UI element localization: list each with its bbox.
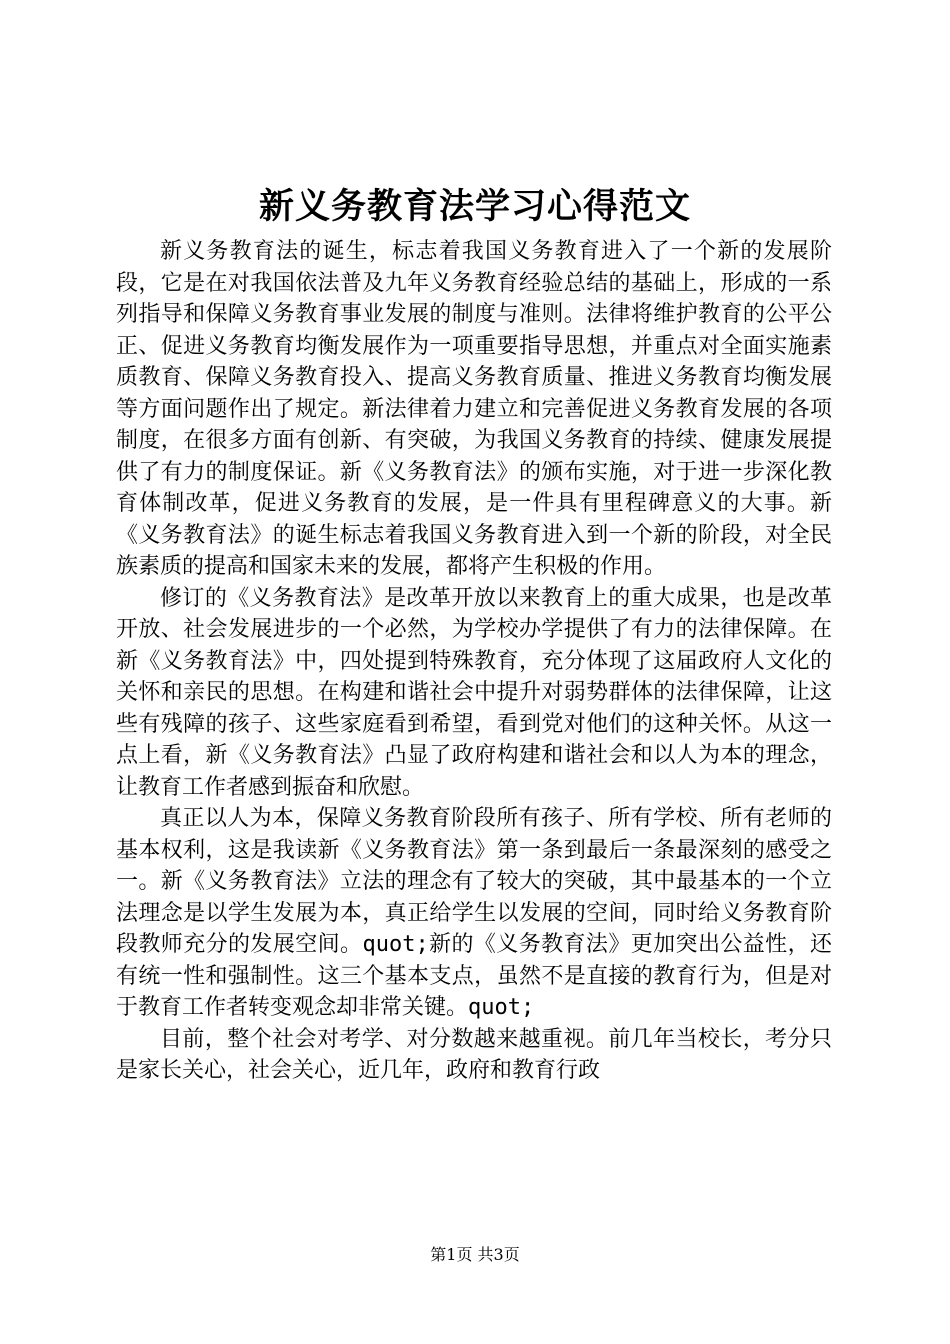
paragraph: 真正以人为本，保障义务教育阶段所有孩子、所有学校、所有老师的基本权利，这是我读新《义务教育法》第一条到最后一条最深刻的感受之一。新《义务教育法》立法的理念有了较大的突破，其中最基本的一个立法理念是以学生发展为本，真正给学生以发展的空间，同时给义务教育阶段教师充分的发展空间。quot;新的《义务教育法》更加突出公益性，还有统一性和强制性。这三个基本支点，虽然不是直接的教育行为，但是对于教育工作者转变观念却非常关键。quot;	[116, 806, 832, 1020]
paragraph: 目前，整个社会对考学、对分数越来越重视。前几年当校长，考分只是家长关心，社会关心，近几年，政府和教育行政	[116, 1026, 832, 1083]
page-number-label: 第1页 共3页	[430, 1245, 520, 1264]
document-body	[116, 236, 832, 1087]
paragraph: 新义务教育法的诞生，标志着我国义务教育进入了一个新的发展阶段，它是在对我国依法普及九年义务教育经验总结的基础上，形成的一系列指导和保障义务教育事业发展的制度与准则。法律将维护教育的公平公正、促进义务教育均衡发展作为一项重要指导思想，并重点对全面实施素质教育、保障义务教育投入、提高义务教育质量、推进义务教育均衡发展等方面问题作出了规定。新法律着力建立和完善促进义务教育发展的各项制度，在很多方面有创新、有突破，为我国义务教育的持续、健康发展提供了有力的制度保证。新《义务教育法》的颁布实施，对于进一步深化教育体制改革，促进义务教育的发展，是一件具有里程碑意义的大事。新《义务教育法》的诞生标志着我国义务教育进入到一个新的阶段，对全民族素质的提高和国家未来的发展，都将产生积极的作用。	[116, 239, 832, 579]
paragraph: 修订的《义务教育法》是改革开放以来教育上的重大成果，也是改革开放、社会发展进步的一个必然，为学校办学提供了有力的法律保障。在新《义务教育法》中，四处提到特殊教育，充分体现了这届政府人文化的关怀和亲民的思想。在构建和谐社会中提升对弱势群体的法律保障，让这些有残障的孩子、这些家庭看到希望，看到党对他们的这种关怀。从这一点上看，新《义务教育法》凸显了政府构建和谐社会和以人为本的理念，让教育工作者感到振奋和欣慰。	[116, 585, 832, 800]
document-title: 新义务教育法学习心得范文	[258, 186, 691, 227]
page-footer	[0, 1244, 950, 1266]
